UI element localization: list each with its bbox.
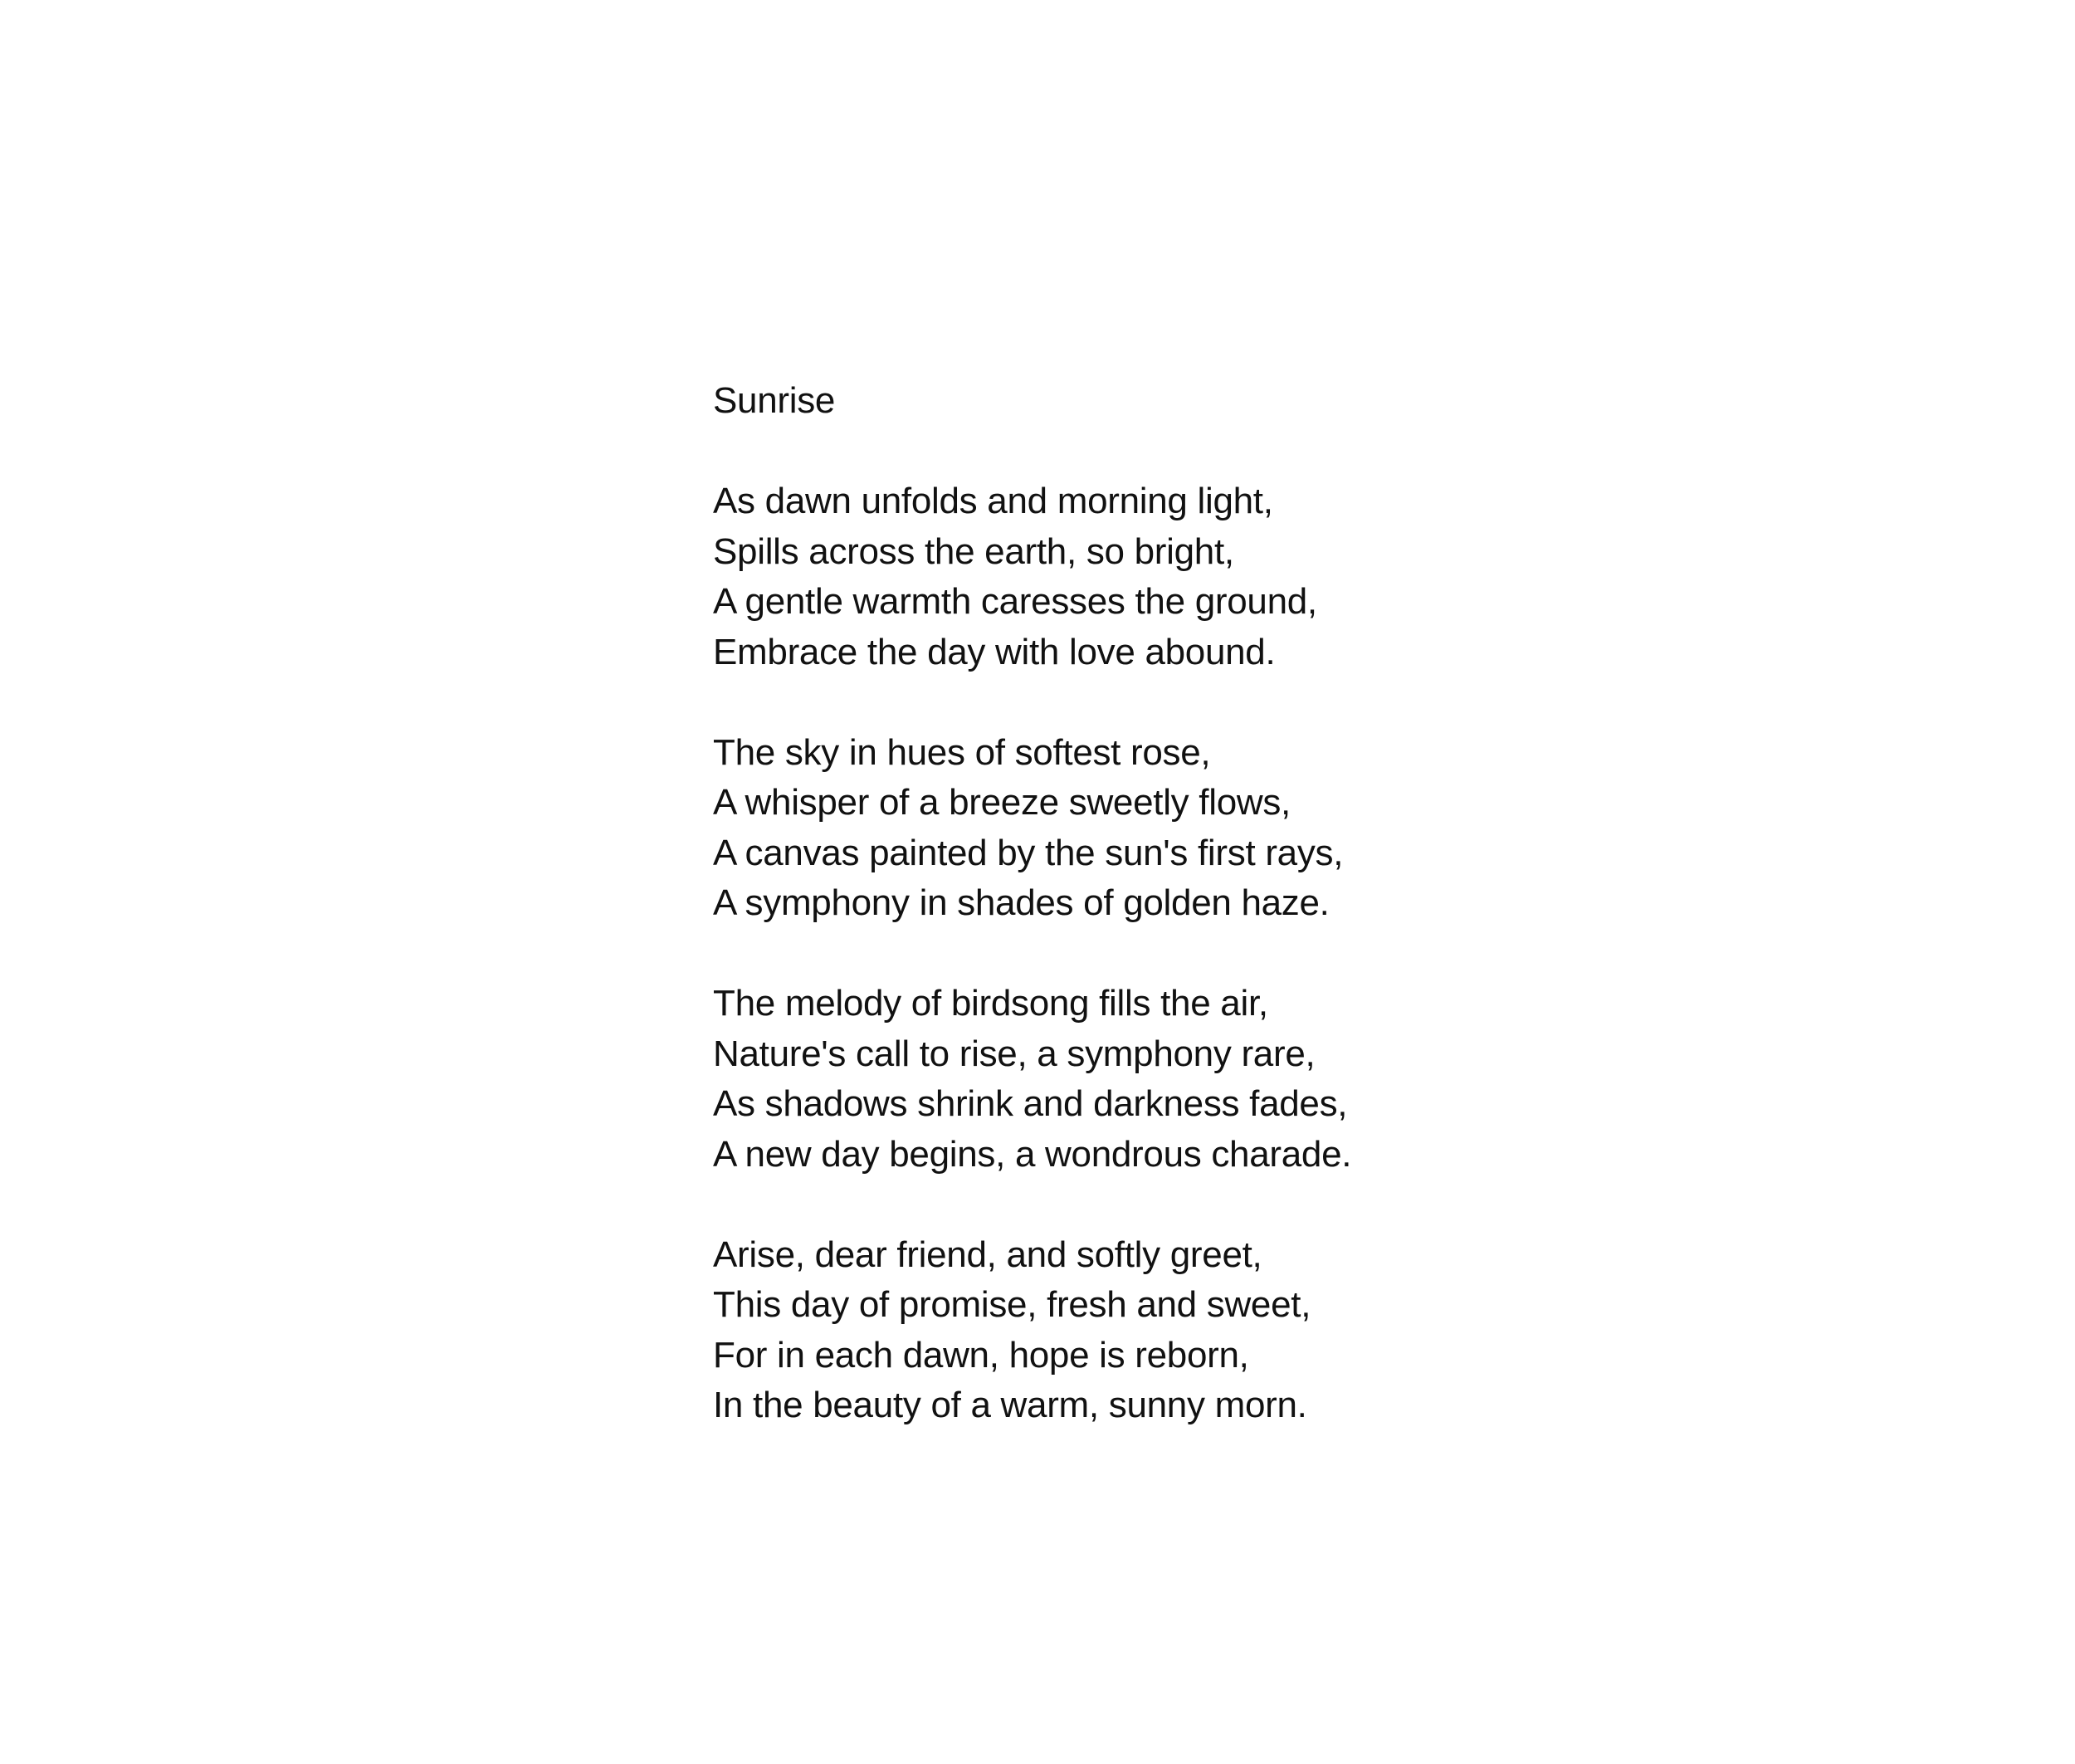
poem-line: In the beauty of a warm, sunny morn.: [713, 1385, 1307, 1425]
stanza-3: [713, 979, 1875, 1180]
poem-line: The melody of birdsong fills the air,: [713, 983, 1268, 1024]
poem-line: A gentle warmth caresses the ground,: [713, 581, 1317, 622]
poem-line: As shadows shrink and darkness fades,: [713, 1083, 1348, 1124]
poem-line: Embrace the day with love abound.: [713, 631, 1276, 672]
poem-title: Sunrise: [713, 380, 836, 421]
title-spacer: [713, 427, 1875, 477]
stanza-4: [713, 1230, 1875, 1431]
poem-line: A whisper of a breeze sweetly flows,: [713, 782, 1291, 823]
poem-line: A canvas painted by the sun's first rays,: [713, 832, 1344, 873]
poem-line: As dawn unfolds and morning light,: [713, 481, 1273, 521]
poem-line: Nature's call to rise, a symphony rare,: [713, 1033, 1316, 1074]
poem-line: A symphony in shades of golden haze.: [713, 882, 1330, 923]
poem-line: For in each dawn, hope is reborn,: [713, 1334, 1249, 1376]
poem-line: The sky in hues of softest rose,: [713, 731, 1211, 773]
poem-line: Arise, dear friend, and softly greet,: [713, 1234, 1262, 1275]
stanza-1: [713, 476, 1875, 677]
poem-line: Spills across the earth, so bright,: [713, 530, 1234, 572]
poem: [713, 376, 1875, 1431]
poem-line: This day of promise, fresh and sweet,: [713, 1284, 1311, 1325]
stanza-2: [713, 728, 1875, 929]
poem-line: A new day begins, a wondrous charade.: [713, 1133, 1352, 1175]
